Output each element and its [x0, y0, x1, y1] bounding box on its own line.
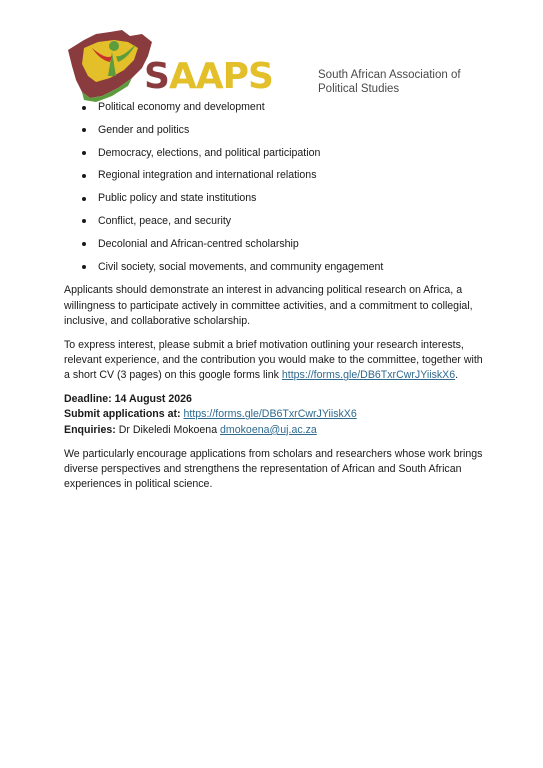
header: [62, 26, 522, 106]
express-interest-end: .: [455, 369, 459, 382]
list-item: Political economy and development: [64, 100, 484, 123]
list-item: Civil society, social movements, and community engagement: [64, 260, 484, 283]
submit-applications-link[interactable]: https://forms.gle/DB6TxrCwrJYiiskX6: [183, 408, 357, 421]
express-interest-text: To express interest, please submit a brief motivation outlining your research interests, relevant experience, and the contribution you would make to the committee, together with a short CV (3 pages) on this google forms link: [64, 338, 483, 382]
google-forms-link[interactable]: https://forms.gle/DB6TxrCwrJYiiskX6: [281, 369, 456, 382]
list-item: Public policy and state institutions: [64, 191, 484, 214]
encourage-paragraph: We particularly encourage applications from scholars and researchers whose work brings diverse perspectives and strengthens the representation of African and South African experiences in political science.: [64, 447, 483, 491]
requirements-paragraph: Applicants should demonstrate an interest in advancing political research on Africa, a willingness to participate actively in committee activities, and a commitment to collegial, inclusive, and collaborative scholarship.: [64, 284, 473, 327]
submit-label: Submit applications at:: [64, 408, 181, 421]
document-body: [64, 100, 484, 501]
list-item: Democracy, elections, and political participation: [64, 146, 484, 169]
application-details: [64, 392, 484, 438]
deadline-text: Deadline: 14 August 2026: [64, 393, 192, 406]
saaps-logo-text: SAAPS: [144, 56, 273, 97]
topics-list: [64, 100, 484, 282]
org-name-line-2: Political Studies: [318, 83, 400, 95]
list-item: Regional integration and international relations: [64, 168, 484, 191]
submit-line: [64, 407, 484, 422]
organization-name: [318, 68, 461, 96]
org-name-line-1: South African Association of: [318, 69, 461, 81]
enquiries-email-link[interactable]: dmokoena@uj.ac.za: [220, 423, 317, 436]
enquiries-contact-name: Dr Dikeledi Mokoena: [115, 423, 221, 436]
enquiries-label: Enquiries:: [64, 423, 116, 436]
list-item: Gender and politics: [64, 123, 484, 146]
express-interest-paragraph: [64, 338, 484, 384]
list-item: Decolonial and African-centred scholarship: [64, 237, 484, 260]
enquiries-line: [64, 423, 484, 438]
list-item: Conflict, peace, and security: [64, 214, 484, 237]
